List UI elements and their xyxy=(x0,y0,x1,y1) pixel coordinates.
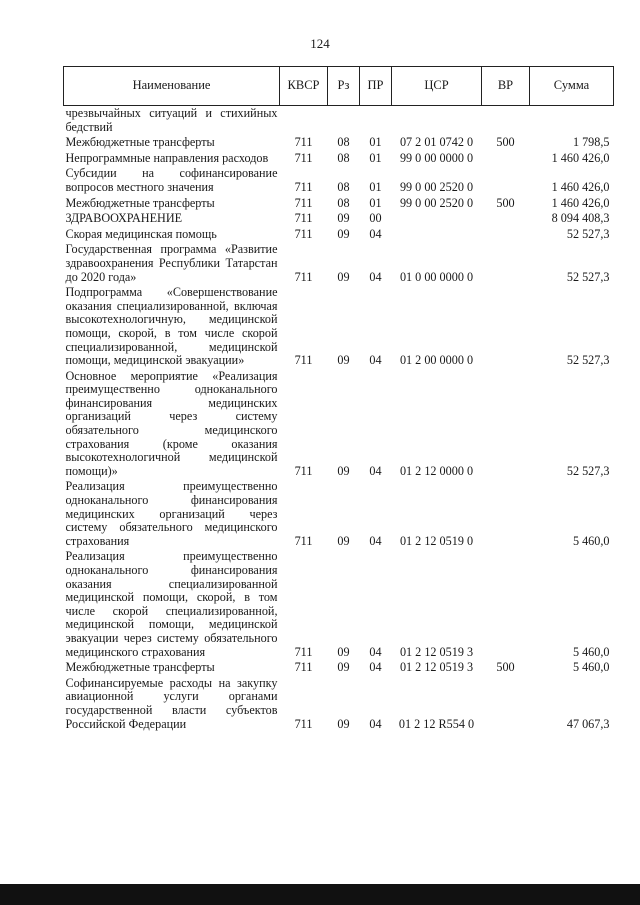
cell-pr: 04 xyxy=(369,533,382,548)
cell-vr xyxy=(482,369,530,480)
cell-rz: 09 xyxy=(337,463,350,478)
cell-kvsr: 711 xyxy=(294,463,313,478)
cell-kvsr: 711 xyxy=(294,269,313,284)
table-row xyxy=(64,549,614,660)
cell-vr: 500 xyxy=(496,135,515,150)
cell-vr xyxy=(482,479,530,549)
cell-vr: 500 xyxy=(496,195,515,210)
cell-kvsr xyxy=(280,106,328,136)
column-header-rz: Рз xyxy=(328,67,360,106)
cell-sum: 52 527,3 xyxy=(566,353,610,368)
cell-name: Непрограммные направления расходов xyxy=(65,150,269,165)
budget-table xyxy=(63,66,614,732)
cell-csr: 01 2 00 0000 0 xyxy=(399,353,474,368)
table-row xyxy=(64,227,614,243)
cell-csr: 01 2 12 0519 3 xyxy=(399,660,474,675)
table-row xyxy=(64,151,614,167)
cell-sum: 5 460,0 xyxy=(572,660,610,675)
cell-rz: 08 xyxy=(337,150,350,165)
cell-csr: 99 0 00 0000 0 xyxy=(399,150,474,165)
cell-csr: 01 2 12 0519 0 xyxy=(399,533,474,548)
cell-kvsr: 711 xyxy=(294,211,313,226)
cell-rz: 09 xyxy=(337,533,350,548)
cell-sum: 47 067,3 xyxy=(566,716,610,731)
cell-sum: 8 094 408,3 xyxy=(551,211,610,226)
cell-rz: 08 xyxy=(337,179,350,194)
table-row xyxy=(64,196,614,212)
cell-name: ЗДРАВООХРАНЕНИЕ xyxy=(65,211,183,226)
table-row xyxy=(64,106,614,136)
cell-name: Государственная программа «Развитие здравоохранения Республики Татарстан до 2020 года» xyxy=(65,242,278,284)
table-row xyxy=(64,660,614,676)
cell-rz: 09 xyxy=(337,644,350,659)
cell-csr: 07 2 01 0742 0 xyxy=(399,135,474,150)
cell-pr: 04 xyxy=(369,353,382,368)
cell-vr xyxy=(482,676,530,732)
column-header-vr: ВР xyxy=(482,67,530,106)
cell-vr: 500 xyxy=(496,660,515,675)
table-header-row xyxy=(64,67,614,106)
cell-sum: 1 798,5 xyxy=(572,135,610,150)
cell-pr: 00 xyxy=(369,211,382,226)
cell-name: Подпрограмма «Совершенствование оказания специализированной, включая высокотехнологичную, медицинской помощи, скорой, в том числе скорой специализированной, медицинской помощи, медицинской эвакуации» xyxy=(65,285,278,368)
cell-csr: 99 0 00 2520 0 xyxy=(399,179,474,194)
cell-kvsr: 711 xyxy=(294,533,313,548)
cell-pr: 01 xyxy=(369,150,382,165)
cell-kvsr: 711 xyxy=(294,353,313,368)
cell-pr: 04 xyxy=(369,463,382,478)
column-header-kvsr: КВСР xyxy=(280,67,328,106)
cell-kvsr: 711 xyxy=(294,135,313,150)
column-header-pr: ПР xyxy=(360,67,392,106)
cell-kvsr: 711 xyxy=(294,150,313,165)
table-body xyxy=(64,106,614,733)
cell-name: Софинансируемые расходы на закупку авиационной услуги органами государственной власти субъектов Российской Федерации xyxy=(65,675,278,731)
cell-pr xyxy=(360,106,392,136)
table-row xyxy=(64,211,614,227)
cell-vr xyxy=(482,227,530,243)
cell-sum: 5 460,0 xyxy=(572,644,610,659)
table-row xyxy=(64,479,614,549)
column-header-name: Наименование xyxy=(64,67,280,106)
cell-rz: 09 xyxy=(337,269,350,284)
cell-rz: 09 xyxy=(337,226,350,241)
cell-sum: 1 460 426,0 xyxy=(551,179,610,194)
cell-name: Межбюджетные трансферты xyxy=(65,135,215,150)
cell-name: Скорая медицинская помощь xyxy=(65,226,217,241)
cell-rz: 09 xyxy=(337,716,350,731)
cell-name: чрезвычайных ситуаций и стихийных бедствий xyxy=(65,106,278,134)
cell-sum: 1 460 426,0 xyxy=(551,195,610,210)
cell-vr xyxy=(482,106,530,136)
cell-name: Реализация преимущественно одноканального финансирования медицинских организаций через систему обязательного медицинского страхования xyxy=(65,479,278,548)
cell-sum: 5 460,0 xyxy=(572,533,610,548)
cell-sum: 52 527,3 xyxy=(566,226,610,241)
cell-sum xyxy=(530,106,614,136)
cell-name: Межбюджетные трансферты xyxy=(65,195,215,210)
cell-csr: 99 0 00 2520 0 xyxy=(399,195,474,210)
cell-csr xyxy=(392,227,482,243)
cell-name: Основное мероприятие «Реализация преимущественно одноканального финансирования медицинских организаций через систему обязательного медицинского страхования (кроме оказания высокотехнологичной медицинской помощи)» xyxy=(65,368,278,478)
cell-pr: 04 xyxy=(369,269,382,284)
cell-vr xyxy=(482,549,530,660)
cell-csr xyxy=(392,211,482,227)
cell-sum: 1 460 426,0 xyxy=(551,150,610,165)
cell-kvsr: 711 xyxy=(294,195,313,210)
cell-sum: 52 527,3 xyxy=(566,463,610,478)
scan-bottom-edge xyxy=(0,884,640,905)
cell-pr: 01 xyxy=(369,195,382,210)
table-row xyxy=(64,676,614,732)
cell-kvsr: 711 xyxy=(294,716,313,731)
cell-rz: 08 xyxy=(337,195,350,210)
column-header-sum: Сумма xyxy=(530,67,614,106)
table-row xyxy=(64,135,614,151)
cell-pr: 04 xyxy=(369,716,382,731)
cell-csr: 01 2 12 0000 0 xyxy=(399,463,474,478)
cell-kvsr: 711 xyxy=(294,660,313,675)
cell-rz: 08 xyxy=(337,135,350,150)
cell-rz xyxy=(328,106,360,136)
cell-kvsr: 711 xyxy=(294,226,313,241)
cell-vr xyxy=(482,211,530,227)
cell-name: Межбюджетные трансферты xyxy=(65,660,215,675)
cell-pr: 01 xyxy=(369,135,382,150)
cell-vr xyxy=(482,166,530,195)
cell-rz: 09 xyxy=(337,353,350,368)
cell-kvsr: 711 xyxy=(294,644,313,659)
cell-csr: 01 0 00 0000 0 xyxy=(399,269,474,284)
column-header-csr: ЦСР xyxy=(392,67,482,106)
cell-vr xyxy=(482,242,530,285)
cell-csr: 01 2 12 R554 0 xyxy=(398,716,475,731)
cell-csr: 01 2 12 0519 3 xyxy=(399,644,474,659)
cell-pr: 04 xyxy=(369,226,382,241)
table-row xyxy=(64,166,614,195)
cell-pr: 01 xyxy=(369,179,382,194)
cell-csr xyxy=(392,106,482,136)
table-row xyxy=(64,369,614,480)
cell-sum: 52 527,3 xyxy=(566,269,610,284)
cell-name: Реализация преимущественно одноканального финансирования оказания специализированной медицинской помощи, скорой, в том числе скорой специализированной, медицинской помощи, медицинской эвакуации через систему обязательного медицинского страхования xyxy=(65,549,278,659)
cell-name: Субсидии на софинансирование вопросов местного значения xyxy=(65,166,278,194)
cell-vr xyxy=(482,151,530,167)
table-row xyxy=(64,242,614,285)
cell-rz: 09 xyxy=(337,660,350,675)
cell-pr: 04 xyxy=(369,660,382,675)
cell-pr: 04 xyxy=(369,644,382,659)
cell-kvsr: 711 xyxy=(294,179,313,194)
table-row xyxy=(64,285,614,369)
cell-rz: 09 xyxy=(337,211,350,226)
cell-vr xyxy=(482,285,530,369)
page-number: 124 xyxy=(310,36,330,51)
